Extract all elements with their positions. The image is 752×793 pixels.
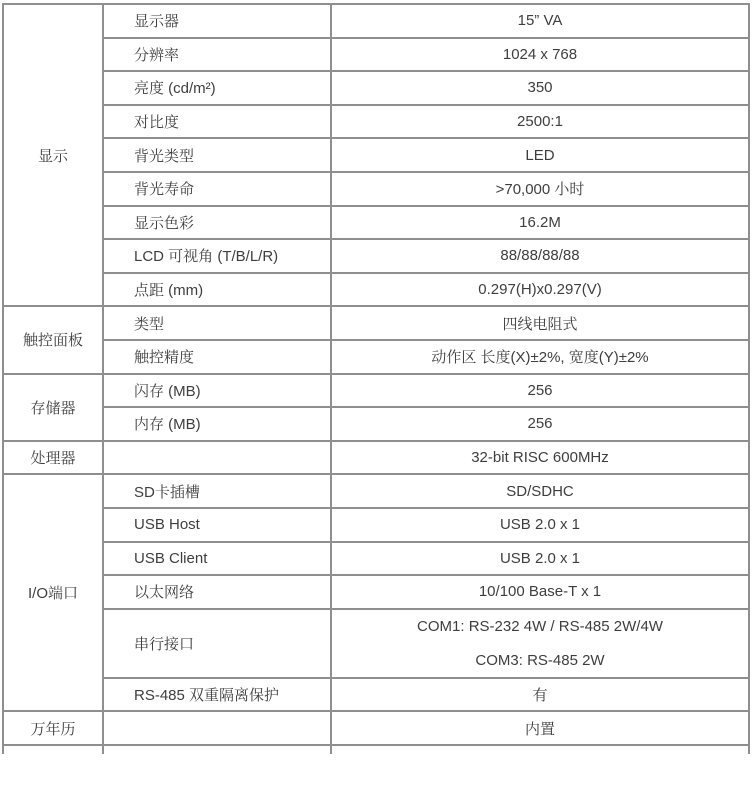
spec-value-cell: 256 xyxy=(331,374,749,408)
spec-label-cell: LCD 可视角 (T/B/L/R) xyxy=(103,239,331,273)
table-row xyxy=(3,407,749,441)
table-row xyxy=(3,138,749,172)
spec-label-cell: 内存 (MB) xyxy=(103,407,331,441)
spec-label-cell: 对比度 xyxy=(103,105,331,139)
spec-value-cell: USB 2.0 x 1 xyxy=(331,508,749,542)
spec-value-line: COM3: RS-485 2W xyxy=(475,651,605,669)
spec-label-cell: SD卡插槽 xyxy=(103,474,331,508)
category-cell: 存储器 xyxy=(3,374,103,441)
spec-value-cell: 有 xyxy=(331,678,749,712)
spec-value-cell: 四线电阻式 xyxy=(331,306,749,340)
spec-value-cell: 10/100 Base-T x 1 xyxy=(331,575,749,609)
spec-value-cell: >70,000 小时 xyxy=(331,172,749,206)
spec-value-line: COM1: RS-232 4W / RS-485 2W/4W xyxy=(417,617,663,635)
spec-label-cell: 闪存 (MB) xyxy=(103,374,331,408)
spec-value-cell: 32-bit RISC 600MHz xyxy=(331,441,749,475)
spec-value-cell: 256 xyxy=(331,407,749,441)
spec-value-cell: 动作区 长度(X)±2%, 宽度(Y)±2% xyxy=(331,340,749,374)
table-row xyxy=(3,374,749,408)
spec-label-cell: 以太网络 xyxy=(103,575,331,609)
table-row xyxy=(3,678,749,712)
category-cell: I/O端口 xyxy=(3,474,103,711)
spec-value-cell: 88/88/88/88 xyxy=(331,239,749,273)
table-row xyxy=(3,206,749,240)
table-row xyxy=(3,172,749,206)
spec-value-cell: 16.2M xyxy=(331,206,749,240)
spec-value-cell: 350 xyxy=(331,71,749,105)
table-row xyxy=(3,609,749,678)
table-row xyxy=(3,273,749,307)
spec-label-cell: 触控精度 xyxy=(103,340,331,374)
table-row xyxy=(3,542,749,576)
column-divider xyxy=(330,746,332,754)
table-row xyxy=(3,340,749,374)
spec-table xyxy=(2,3,750,746)
category-cell: 显示 xyxy=(3,4,103,306)
spec-label-cell: 点距 (mm) xyxy=(103,273,331,307)
table-row xyxy=(3,575,749,609)
table-row xyxy=(3,441,749,475)
table-row xyxy=(3,306,749,340)
table-next-row-partial xyxy=(2,746,750,754)
spec-label-cell: 亮度 (cd/m²) xyxy=(103,71,331,105)
spec-value-cell: 15” VA xyxy=(331,4,749,38)
table-row xyxy=(3,38,749,72)
table-row xyxy=(3,711,749,745)
spec-value-cell: 2500:1 xyxy=(331,105,749,139)
spec-label-cell: 显示色彩 xyxy=(103,206,331,240)
spec-label-cell: USB Host xyxy=(103,508,331,542)
spec-value-cell xyxy=(331,609,749,678)
table-row xyxy=(3,4,749,38)
spec-label-cell: USB Client xyxy=(103,542,331,576)
spec-label-cell: 背光寿命 xyxy=(103,172,331,206)
spec-label-cell: 串行接口 xyxy=(103,609,331,678)
spec-value-cell: 内置 xyxy=(331,711,749,745)
table-row xyxy=(3,71,749,105)
spec-value-cell: SD/SDHC xyxy=(331,474,749,508)
table-row xyxy=(3,105,749,139)
table-row xyxy=(3,508,749,542)
spec-value-cell: 1024 x 768 xyxy=(331,38,749,72)
column-divider xyxy=(102,746,104,754)
spec-label-cell: 背光类型 xyxy=(103,138,331,172)
spec-label-cell: 分辨率 xyxy=(103,38,331,72)
spec-label-cell xyxy=(103,711,331,745)
spec-table-body xyxy=(3,4,749,745)
spec-value-cell: 0.297(H)x0.297(V) xyxy=(331,273,749,307)
category-cell: 万年历 xyxy=(3,711,103,745)
spec-label-cell: 显示器 xyxy=(103,4,331,38)
category-cell: 处理器 xyxy=(3,441,103,475)
spec-label-cell: RS-485 双重隔离保护 xyxy=(103,678,331,712)
table-row xyxy=(3,474,749,508)
spec-value-cell: LED xyxy=(331,138,749,172)
spec-label-cell xyxy=(103,441,331,475)
table-row xyxy=(3,239,749,273)
category-cell: 触控面板 xyxy=(3,306,103,373)
spec-value-cell: USB 2.0 x 1 xyxy=(331,542,749,576)
spec-label-cell: 类型 xyxy=(103,306,331,340)
